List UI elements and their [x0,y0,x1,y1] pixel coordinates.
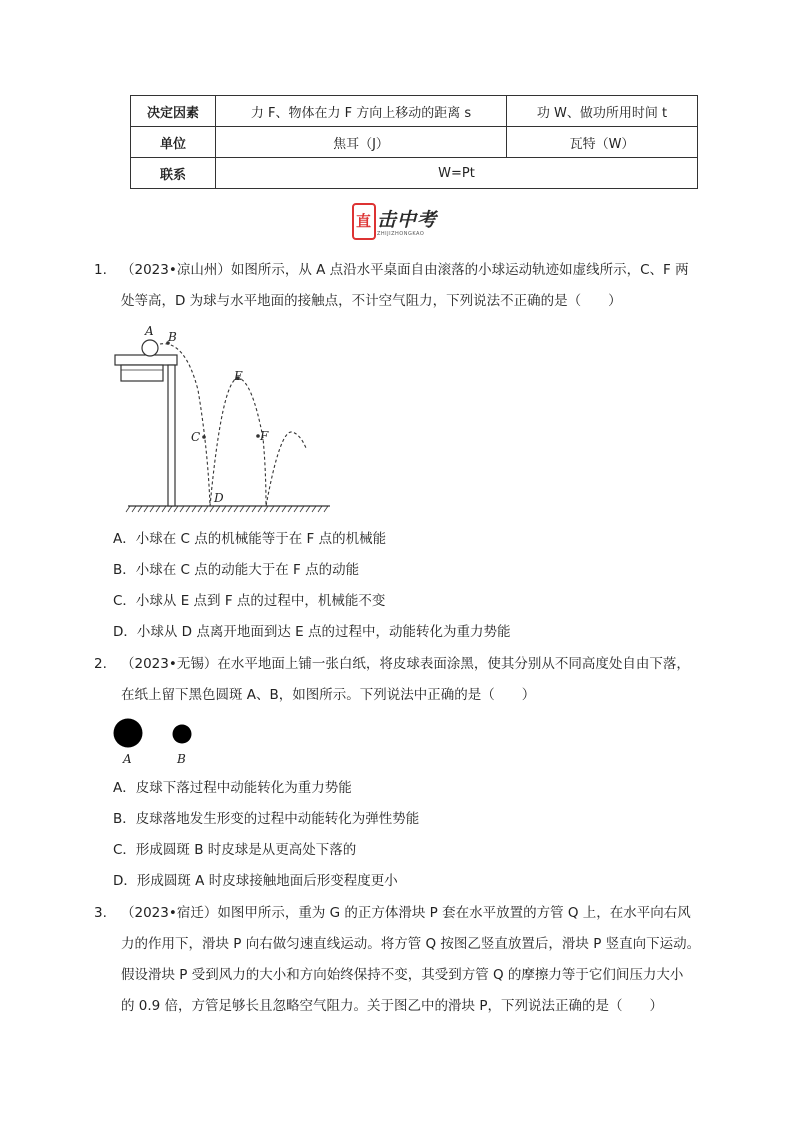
figure-label-E: E [234,369,243,383]
question-text-line: 处等高，D 为球与水平地面的接触点，不计空气阻力，下列说法不正确的是（ ） [121,293,622,309]
option-c: C．小球从 E 点到 F 点的过程中，机械能不变 [113,593,386,609]
table-row [131,96,698,127]
table-header-cell: 单位 [131,127,216,158]
spot-a [114,719,143,748]
logo-text: 击中考 [377,209,438,231]
question-number: 3. [94,905,107,921]
figure-label-C: C [191,430,201,444]
question-number: 1. [94,262,107,278]
question-text-line: （2023•宿迁）如图甲所示，重为 G 的正方体滑块 P 套在水平放置的方管 Q 上，在水平向右风 [121,905,691,921]
table-header-cell: 联系 [131,158,216,189]
question-text-line: 的 0.9 倍，方管足够长且忽略空气阻力。关于图乙中的滑块 P，下列说法正确的是（ ） [121,998,663,1014]
table-cell: 功 W、做功所用时间 t [507,96,698,127]
table-cell: 焦耳（J） [216,127,507,158]
table-cell: 瓦特（W） [507,127,698,158]
option-d: D．小球从 D 点离开地面到达 E 点的过程中，动能转化为重力势能 [113,624,511,640]
option-b: B．小球在 C 点的动能大于在 F 点的动能 [113,562,360,578]
question-number: 2. [94,656,107,672]
option-d: D．形成圆斑 A 时皮球接触地面后形变程度更小 [113,873,398,889]
table-cell: 力 F、物体在力 F 方向上移动的距离 s [216,96,507,127]
logo-char: 直 [356,212,372,230]
question-text-line: （2023•凉山州）如图所示，从 A 点沿水平桌面自由滚落的小球运动轨迹如虚线所示，C、F 两 [121,262,689,278]
question-text-line: （2023•无锡）在水平地面上铺一张白纸，将皮球表面涂黑，使其分别从不同高度处自由下落， [121,656,690,672]
logo-subtext: ZHIJIZHONGKAO [377,231,425,237]
ball-trajectory-figure [110,320,340,520]
option-b: B．皮球落地发生形变的过程中动能转化为弹性势能 [113,811,420,827]
figure-label-D: D [214,491,224,505]
spots-figure [110,715,210,770]
option-a: A．小球在 C 点的机械能等于在 F 点的机械能 [113,531,387,547]
question-text-line: 假设滑块 P 受到风力的大小和方向始终保持不变，其受到方管 Q 的摩擦力等于它们间压力大小 [121,967,684,983]
question-text-line: 力的作用下，滑块 P 向右做匀速直线运动。将方管 Q 按图乙竖直放置后，滑块 P 竖直向下运动。 [121,936,701,952]
brand-logo [352,202,442,242]
figure-label-B: B [168,330,177,344]
table-cell: W=Pt [216,158,698,189]
spot-b [173,725,192,744]
figure-label-B: B [177,752,186,766]
logo-badge [352,203,376,240]
option-c: C．形成圆斑 B 时皮球是从更高处下落的 [113,842,357,858]
table-header-cell: 决定因素 [131,96,216,127]
table-row [131,158,698,189]
figure-label-F: F [260,429,269,443]
factors-table [130,95,698,189]
option-a: A．皮球下落过程中动能转化为重力势能 [113,780,352,796]
figure-label-A: A [123,752,132,766]
question-text-line: 在纸上留下黑色圆斑 A、B，如图所示。下列说法中正确的是（ ） [121,687,536,703]
table-row [131,127,698,158]
figure-label-A: A [145,324,154,338]
